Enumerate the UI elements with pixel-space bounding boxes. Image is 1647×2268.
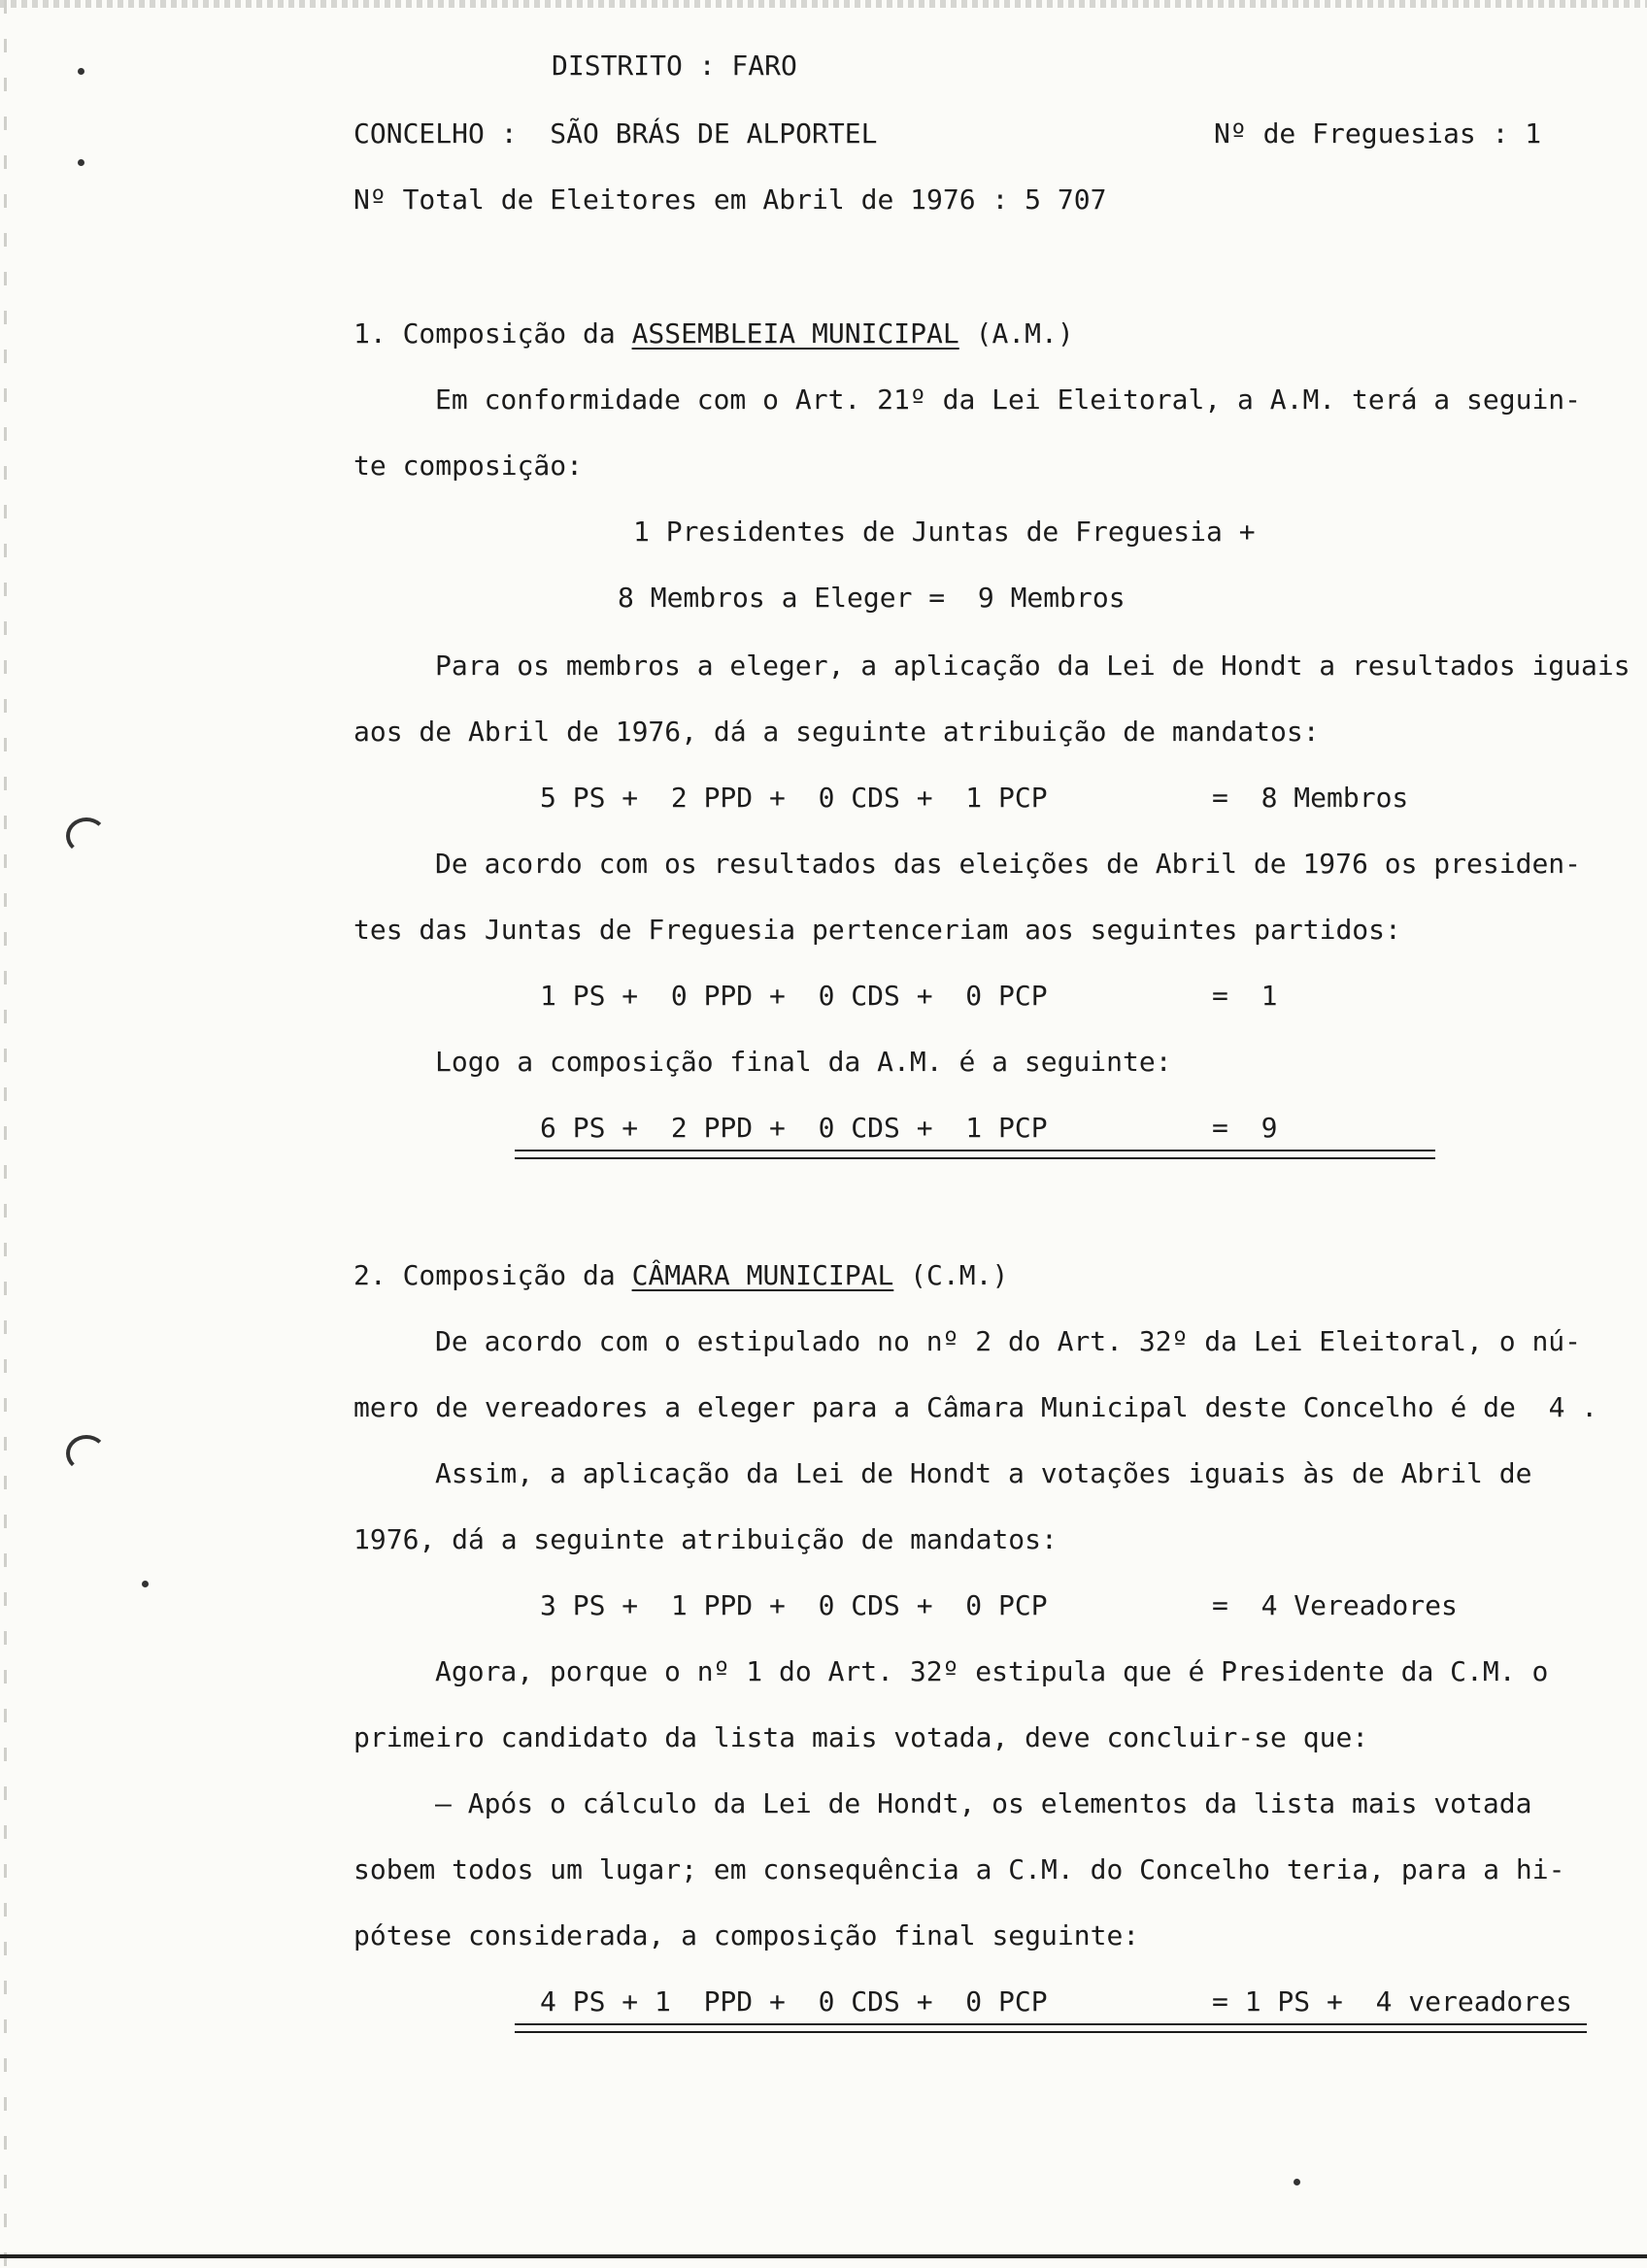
section2-paragraph3-line1: Agora, porque o nº 1 do Art. 32º estipula que é Presidente da C.M. o	[435, 1655, 1549, 1687]
left-margin-noise	[4, 0, 7, 2268]
punch-hole-top	[66, 817, 107, 854]
am-allocation-presidents-total: = 1	[1212, 980, 1278, 1012]
section1-paragraph2-line1: Para os membros a eleger, a aplicação da Lei de Hondt a resultados iguais	[435, 650, 1630, 682]
section2-number: 2. Composição da	[353, 1259, 616, 1291]
speck	[142, 1581, 149, 1587]
section2-paragraph4-line3: pótese considerada, a composição final seguinte:	[353, 1919, 1140, 1951]
section2-paragraph1-line1: De acordo com o estipulado no nº 2 do Art. 32º da Lei Eleitoral, o nú-	[435, 1325, 1582, 1357]
section2-title: CÂMARA MUNICIPAL	[631, 1259, 894, 1291]
section1-paragraph3-line1: De acordo com os resultados das eleições de Abril de 1976 os presiden-	[435, 848, 1582, 880]
section1-paragraph2-line2: aos de Abril de 1976, dá a seguinte atribuição de mandatos:	[353, 716, 1320, 748]
composition-members: 8 Membros a Eleger = 9 Membros	[618, 582, 1126, 614]
section1-heading	[353, 317, 1074, 350]
am-allocation-presidents: 1 PS + 0 PPD + 0 CDS + 0 PCP	[540, 980, 1048, 1012]
section1-number: 1. Composição da	[353, 317, 616, 350]
section2-paragraph1-line2: mero de vereadores a eleger para a Câmara Municipal deste Concelho é de 4 .	[353, 1391, 1598, 1423]
am-final-composition: 6 PS + 2 PPD + 0 CDS + 1 PCP	[540, 1112, 1048, 1144]
am-allocation-members: 5 PS + 2 PPD + 0 CDS + 1 PCP	[540, 782, 1048, 814]
section2-paragraph4-line1: – Após o cálculo da Lei de Hondt, os elementos da lista mais votada	[435, 1787, 1532, 1819]
section2-paragraph2-line1: Assim, a aplicação da Lei de Hondt a votações iguais às de Abril de	[435, 1457, 1532, 1489]
section2-abbr: (C.M.)	[910, 1259, 1009, 1291]
section1-title: ASSEMBLEIA MUNICIPAL	[631, 317, 959, 350]
section1-paragraph4: Logo a composição final da A.M. é a seguinte:	[435, 1046, 1172, 1078]
am-allocation-members-total: = 8 Membros	[1212, 782, 1409, 814]
cm-final-total: = 1 PS + 4 vereadores	[1212, 1985, 1572, 2018]
bottom-edge-rule	[0, 2254, 1647, 2258]
top-edge-noise	[0, 0, 1647, 8]
cm-final-composition: 4 PS + 1 PPD + 0 CDS + 0 PCP	[540, 1985, 1048, 2018]
section1-abbr: (A.M.)	[975, 317, 1074, 350]
freguesias-count: Nº de Freguesias : 1	[1214, 117, 1542, 150]
cm-allocation: 3 PS + 1 PPD + 0 CDS + 0 PCP	[540, 1589, 1048, 1621]
composition-presidents: 1 Presidentes de Juntas de Freguesia +	[633, 516, 1256, 548]
section2-paragraph3-line2: primeiro candidato da lista mais votada, deve concluir-se que:	[353, 1721, 1369, 1753]
speck	[78, 159, 84, 166]
section2-paragraph2-line2: 1976, dá a seguinte atribuição de mandatos:	[353, 1523, 1058, 1555]
speck	[78, 68, 84, 75]
section2-paragraph4-line2: sobem todos um lugar; em consequência a C.M. do Concelho teria, para a hi-	[353, 1853, 1565, 1885]
section1-paragraph1-line2: te composição:	[353, 450, 584, 482]
cm-allocation-total: = 4 Vereadores	[1212, 1589, 1458, 1621]
total-eleitores-line: Nº Total de Eleitores em Abril de 1976 : 5 707	[353, 183, 1107, 216]
am-final-total: = 9	[1212, 1112, 1278, 1144]
distrito-line: DISTRITO : FARO	[552, 50, 797, 82]
section1-paragraph1-line1: Em conformidade com o Art. 21º da Lei Eleitoral, a A.M. terá a seguin-	[435, 384, 1582, 416]
cm-final-underline-1	[515, 2023, 1587, 2025]
cm-final-underline-2	[515, 2031, 1587, 2033]
punch-hole-bottom	[66, 1435, 107, 1472]
section2-heading	[353, 1259, 1009, 1291]
concelho-line: CONCELHO : SÃO BRÁS DE ALPORTEL	[353, 117, 878, 150]
section1-paragraph3-line2: tes das Juntas de Freguesia pertenceriam aos seguintes partidos:	[353, 914, 1401, 946]
am-final-underline-2	[515, 1157, 1435, 1159]
am-final-underline-1	[515, 1150, 1435, 1151]
speck	[1294, 2179, 1300, 2185]
